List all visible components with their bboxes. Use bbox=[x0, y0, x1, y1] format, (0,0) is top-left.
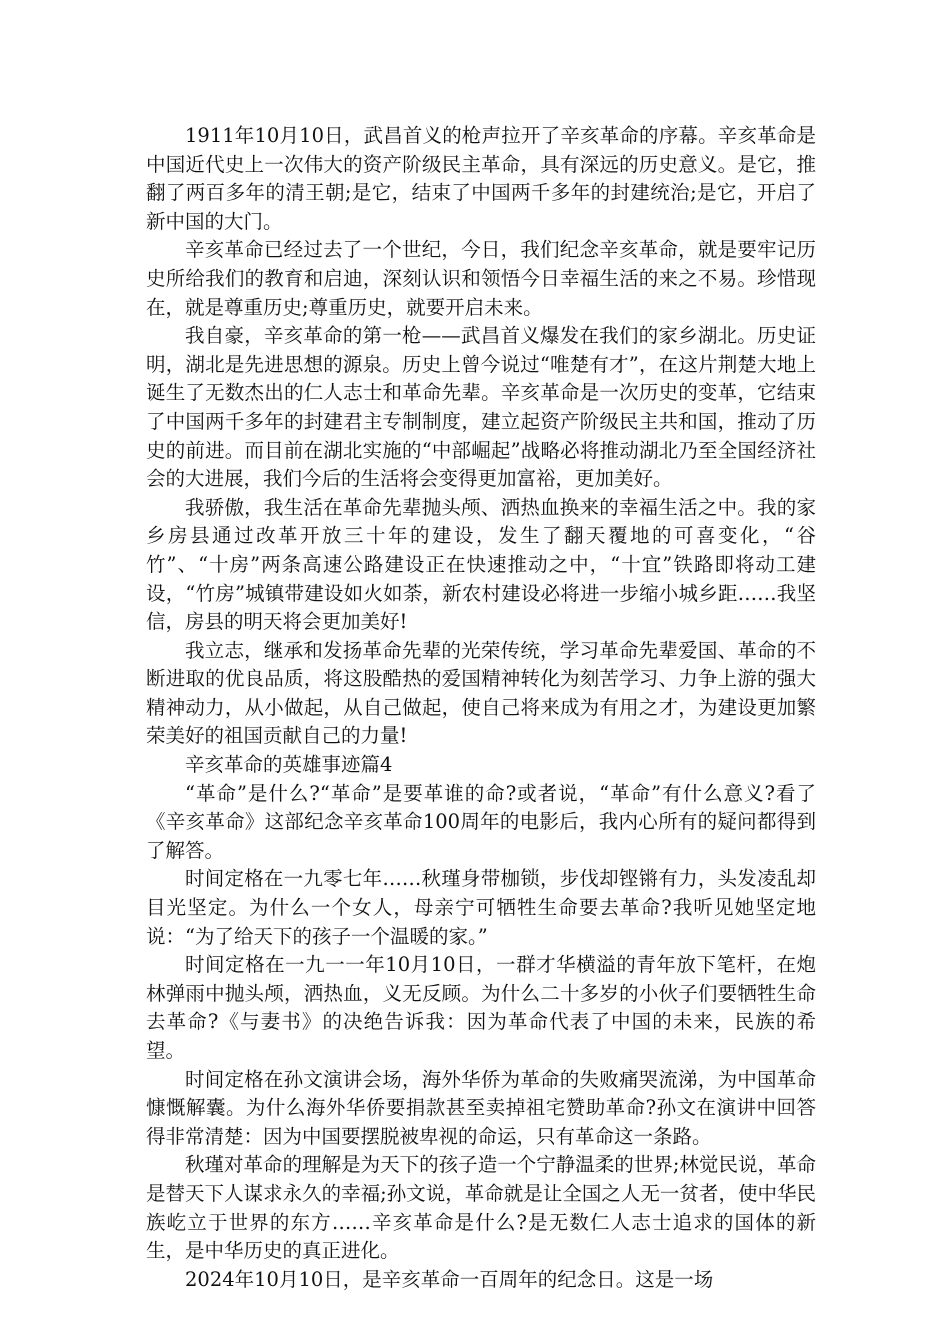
paragraph-4: 我骄傲，我生活在革命先辈抛头颅、洒热血换来的幸福生活之中。我的家乡房县通过改革开放三十年的建设，发生了翻天覆地的可喜变化，“谷竹”、“十房”两条高速公路建设正在快速推动之中，“十宜”铁路即将动工建设，“竹房”城镇带建设如火如荼，新农村建设必将进一步缩小城乡距……我坚信，房县的明天将会更加美好! bbox=[146, 495, 816, 634]
paragraph-2: 辛亥革命已经过去了一个世纪，今日，我们纪念辛亥革命，就是要牢记历史所给我们的教育和启迪，深刻认识和领悟今日幸福生活的来之不易。珍惜现在，就是尊重历史;尊重历史，就要开启未来。 bbox=[146, 238, 816, 319]
paragraph-7: 时间定格在一九零七年……秋瑾身带枷锁，步伐却铿锵有力，头发凌乱却目光坚定。为什么一个女人，母亲宁可牺牲生命要去革命?我听见她坚定地说：“为了给天下的孩子一个温暖的家。” bbox=[146, 867, 816, 948]
paragraph-9: 时间定格在孙文演讲会场，海外华侨为革命的失败痛哭流涕，为中国革命慷慨解囊。为什么海外华侨要捐款甚至卖掉祖宅赞助革命?孙文在演讲中回答得非常清楚：因为中国要摆脱被卑视的命运，只有革命这一条路。 bbox=[146, 1067, 816, 1148]
paragraph-10: 秋瑾对革命的理解是为天下的孩子造一个宁静温柔的世界;林觉民说，革命是替天下人谋求永久的幸福;孙文说，革命就是让全国之人无一贫者，使中华民族屹立于世界的东方……辛亥革命是什么?是无数仁人志士追求的国体的新生，是中华历史的真正进化。 bbox=[146, 1153, 816, 1263]
section-heading: 辛亥革命的英雄事迹篇4 bbox=[185, 753, 393, 777]
paragraph-1: 1911年10月10日，武昌首义的枪声拉开了辛亥革命的序幕。辛亥革命是中国近代史上一次伟大的资产阶级民主革命，具有深远的历史意义。是它，推翻了两百多年的清王朝;是它，结束了中国两千多年的封建统治;是它，开启了新中国的大门。 bbox=[146, 124, 816, 233]
paragraph-6: “革命”是什么?“革命”是要革谁的命?或者说，“革命”有什么意义?看了《辛亥革命》这部纪念辛亥革命100周年的电影后，我内心所有的疑问都得到了解答。 bbox=[146, 781, 816, 862]
paragraph-8: 时间定格在一九一一年10月10日，一群才华横溢的青年放下笔杆，在炮林弹雨中抛头颅，洒热血，义无反顾。为什么二十多岁的小伙子们要牺牲生命去革命?《与妻书》的决绝告诉我：因为革命代表了中国的未来，民族的希望。 bbox=[146, 953, 816, 1062]
paragraph-3: 我自豪，辛亥革命的第一枪——武昌首义爆发在我们的家乡湖北。历史证明，湖北是先进思想的源泉。历史上曾今说过“唯楚有才”，在这片荆楚大地上诞生了无数杰出的仁人志士和革命先辈。辛亥革命是一次历史的变革，它结束了中国两千多年的封建君主专制制度，建立起资产阶级民主共和国，推动了历史的前进。而目前在湖北实施的“中部崛起”战略必将推动湖北乃至全国经济社会的大进展，我们今后的生活将会变得更加富裕，更加美好。 bbox=[146, 324, 816, 491]
document-page bbox=[146, 122, 816, 1294]
paragraph-5: 我立志，继承和发扬革命先辈的光荣传统，学习革命先辈爱国、革命的不断进取的优良品质，将这股酷热的爱国精神转化为刻苦学习、力争上游的强大精神动力，从小做起，从自己做起，使自己将来成为有用之才，为建设更加繁荣美好的祖国贡献自己的力量! bbox=[146, 638, 816, 748]
paragraph-11: 2024年10月10日，是辛亥革命一百周年的纪念日。这是一场 bbox=[185, 1267, 714, 1291]
